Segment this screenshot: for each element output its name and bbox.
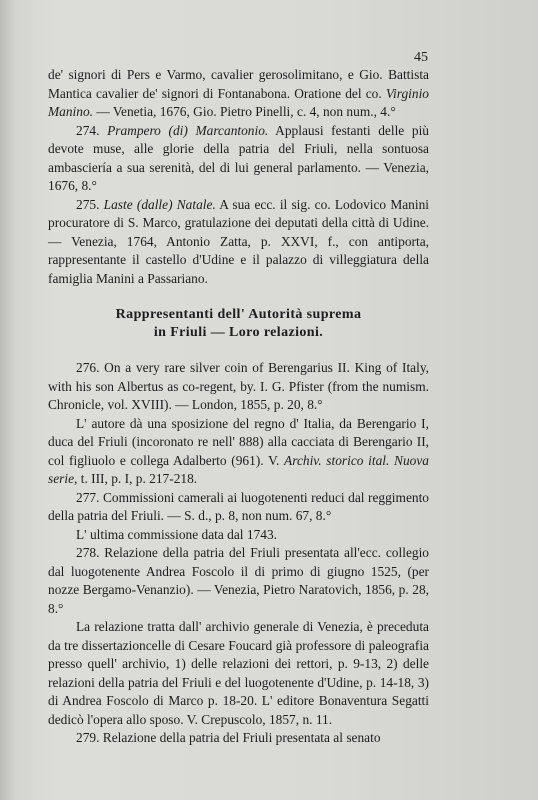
page-text	[48, 66, 429, 748]
section-heading	[48, 306, 429, 342]
entry-278: 278. Relazione della patria del Friuli presentata all'ecc. collegio dal luogotenente Andrea Foscolo il di primo di giugno 1525, (per nozze Bergamo-Venanzio). — Venezia, Pietro Naratovich, 1856, p. 28, 8.°	[48, 545, 429, 616]
entry-277: 277. Commissioni camerali ai luogotenenti reduci dal reggimento della patria del Friuli. — S. d., p. 8, non num. 67, 8.°	[48, 489, 429, 523]
entry-275: 275. Laste (dalle) Natale. A sua ecc. il sig. co. Lodovico Manini procuratore di S. Marco, gratulazione dei deputati della città di Udine. — Venezia, 1764, Antonio Zatta, p. XXVI, f., con antiporta, rappresentante il castello d'Udine e il palazzo di villeggiatura della famiglia Manini a Passariano.	[48, 196, 430, 286]
paragraph: La relazione tratta dall' archivio generale di Venezia, è preceduta da tre dissertazioncelle di Cesare Foucard già professore di paleografia presso quell' archivio, 1) delle relazioni dei rettori, p. 9-13, 2) delle relazioni della patria del Friuli e del luogotenente d'Udine, p. 14-18, 3) di Andrea Foscolo di Marco p. 18-20. L' editore Bonaventura Segatti dedicò l'opera allo sposo. V. Crepuscolo, 1857, n. 11.	[48, 619, 429, 727]
paragraph: de' signori di Pers e Varmo, cavalier gerosolimitano, e Gio. Battista Mantica cavalier de' signori di Fontanabona. Oratione del co. Virginio Manino. — Venetia, 1676, Gio. Pietro Pinelli, c. 4, non num., 4.°	[48, 67, 429, 119]
entry-279: 279. Relazione della patria del Friuli presentata al senato	[76, 730, 381, 745]
section-heading-line-1: Rappresentanti dell' Autorità suprema	[115, 307, 362, 322]
paragraph: L' autore dà una sposizione del regno d' Italia, da Berengario I, duca del Friuli (incoronato re nell' 888) alla cacciata di Berengario II, col figliuolo e collega Adalberto (961). V. Archiv. storico ital. Nuova serie, t. III, p. I, p. 217-218.	[48, 415, 429, 486]
section-heading-line-2: in Friuli — Loro relazioni.	[153, 325, 324, 340]
entry-276: 276. On a very rare silver coin of Berengarius II. King of Italy, with his son Albertus as co-regent, by. I. G. Pfister (from the numism. Chronicle, vol. XVIII). — London, 1855, p. 20, 8.°	[48, 360, 429, 412]
page-number: 45	[414, 50, 428, 65]
entry-274: 274. Prampero (di) Marcantonio. Applausi festanti delle più devote muse, alle glorie della patria del Friuli, nella sontuosa ambasciería a sua serenità, del di lui general parlamento. — Venezia, 1676, 8.°	[48, 122, 430, 193]
paragraph: L' ultima commissione data dal 1743.	[76, 526, 278, 542]
